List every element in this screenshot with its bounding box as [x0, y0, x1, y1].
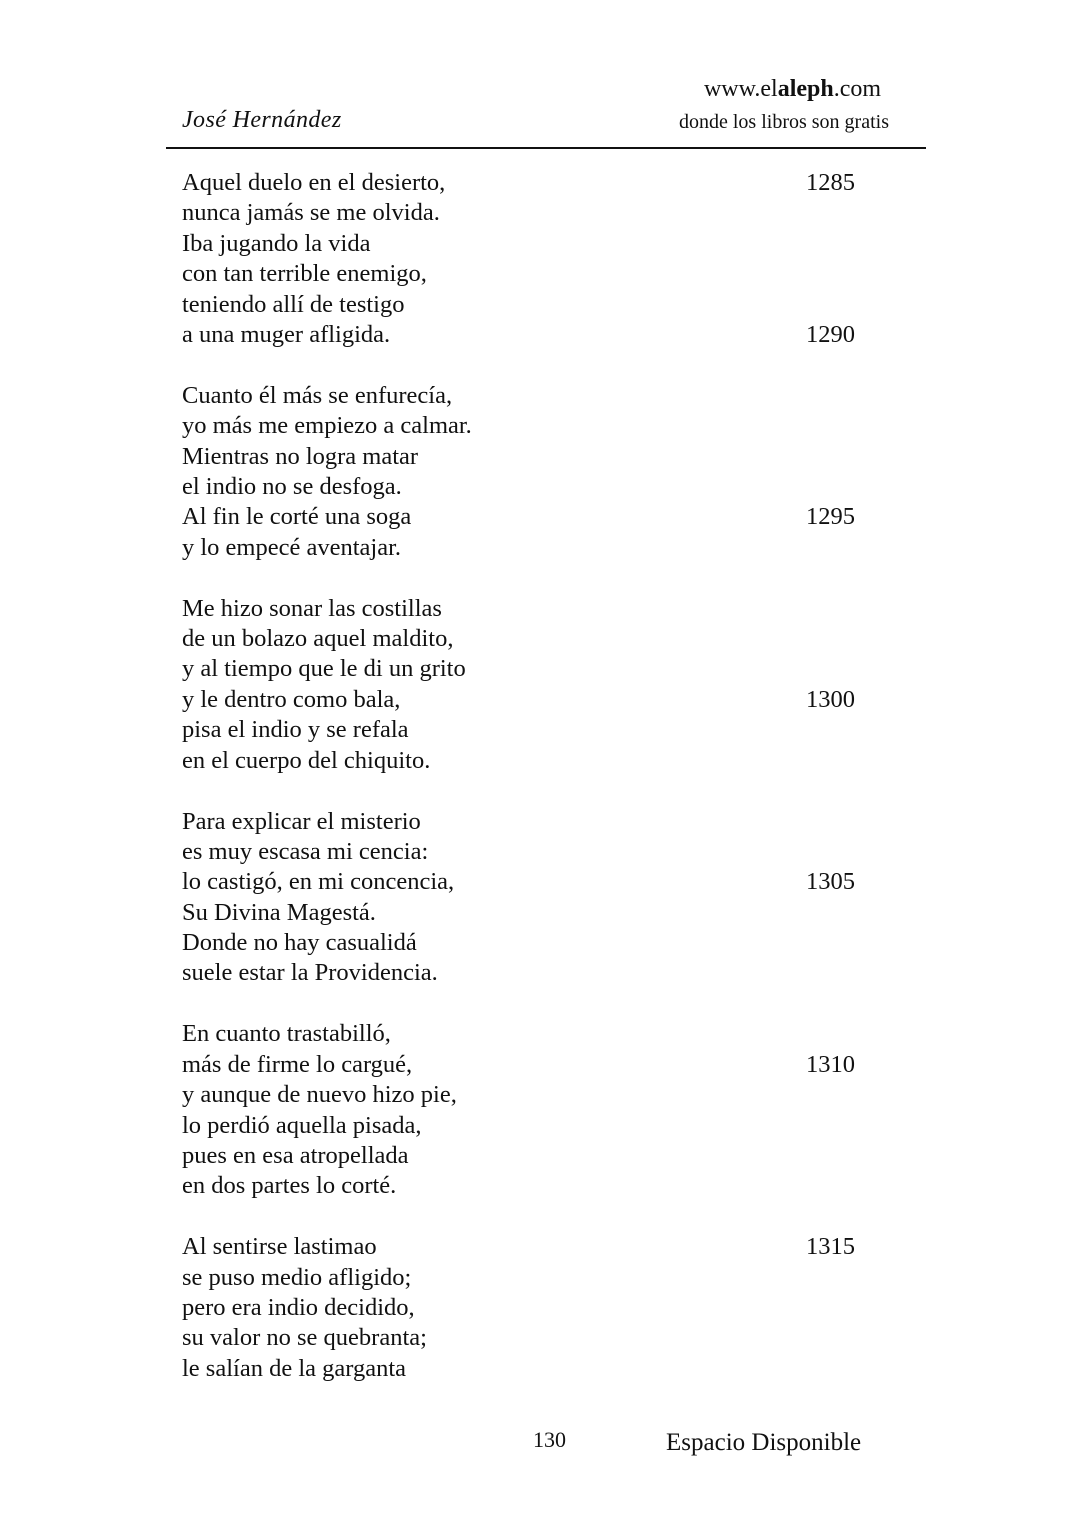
verse-line	[182, 928, 902, 958]
verse-text: de un bolazo aquel maldito,	[182, 625, 454, 653]
verse-text: y al tiempo que le di un grito	[182, 655, 466, 683]
verse-line	[182, 715, 902, 745]
verse-line	[182, 1080, 902, 1110]
verse-text: suele estar la Providencia.	[182, 959, 438, 987]
verse-text: Mientras no logra matar	[182, 442, 419, 470]
verse-line	[182, 1019, 902, 1049]
verse-line	[182, 1111, 902, 1141]
verse-text: yo más me empiezo a calmar.	[182, 412, 472, 440]
verse-line	[182, 654, 902, 684]
verse-text: con tan terrible enemigo,	[182, 260, 427, 288]
verse-text: pero era indio decidido,	[182, 1294, 415, 1321]
verse-text: lo perdió aquella pisada,	[182, 1111, 422, 1139]
line-number: 1315	[806, 1233, 855, 1261]
verse-line	[182, 1323, 902, 1353]
verse-line	[182, 594, 902, 624]
verse-text: pues en esa atropellada	[182, 1141, 409, 1169]
stanza	[182, 1232, 902, 1384]
site-tagline: donde los libros son gratis	[679, 111, 889, 133]
verse-line	[182, 837, 902, 867]
stanza	[182, 594, 902, 776]
verse-text: le salían de la garganta	[182, 1354, 407, 1382]
stanza	[182, 807, 902, 989]
header-divider	[166, 147, 926, 149]
verse-line	[182, 320, 902, 350]
verse-text: Donde no hay casualidá	[182, 929, 417, 957]
verse-text: Para explicar el misterio	[182, 807, 421, 835]
verse-line	[182, 1263, 902, 1293]
author-name: José Hernández	[182, 107, 342, 133]
verse-text: Aquel duelo en el desierto,	[182, 169, 446, 196]
verse-text: teniendo allí de testigo	[182, 290, 405, 318]
stanza	[182, 168, 902, 350]
verse-line	[182, 472, 902, 502]
line-number: 1285	[806, 169, 855, 196]
verse-line	[182, 898, 902, 928]
verse-line	[182, 1354, 902, 1384]
verse-line	[182, 533, 902, 563]
verse-text: en dos partes lo corté.	[182, 1172, 397, 1200]
stanza	[182, 1019, 902, 1201]
line-number: 1305	[806, 868, 855, 896]
page-number: 130	[533, 1427, 566, 1452]
verse-text: en el cuerpo del chiquito.	[182, 746, 431, 774]
verse-line	[182, 290, 902, 320]
verse-line	[182, 381, 902, 411]
verse-text: pisa el indio y se refala	[182, 716, 409, 744]
verse-text: Iba jugando la vida	[182, 229, 371, 257]
verse-line	[182, 411, 902, 441]
verse-text: y lo empecé aventajar.	[182, 533, 402, 561]
verse-text: lo castigó, en mi concencia,	[182, 868, 455, 896]
verse-text: es muy escasa mi cencia:	[182, 837, 429, 865]
verse-line	[182, 198, 902, 228]
verse-text: a una muger afligida.	[182, 320, 391, 348]
stanza	[182, 381, 902, 563]
verse-text: Al fin le corté una soga	[182, 503, 412, 531]
verse-line	[182, 746, 902, 776]
poem-body	[182, 168, 902, 1415]
verse-line	[182, 958, 902, 988]
verse-text: el indio no se desfoga.	[182, 473, 402, 501]
verse-text: y le dentro como bala,	[182, 685, 401, 713]
verse-text: y aunque de nuevo hizo pie,	[182, 1081, 457, 1109]
site-url-prefix: www.el	[703, 76, 778, 102]
verse-line	[182, 229, 902, 259]
verse-line	[182, 624, 902, 654]
verse-text: su valor no se quebranta;	[182, 1324, 427, 1352]
verse-line	[182, 867, 902, 897]
line-number: 1290	[806, 320, 855, 348]
line-number: 1295	[806, 503, 855, 531]
verse-line	[182, 807, 902, 837]
footer-note: Espacio Disponible	[666, 1429, 862, 1456]
verse-text: más de firme lo cargué,	[182, 1050, 413, 1078]
verse-text: Cuanto él más se enfurecía,	[182, 381, 453, 409]
verse-line	[182, 442, 902, 472]
line-number: 1300	[806, 685, 855, 713]
verse-text: Su Divina Magestá.	[182, 898, 376, 926]
line-number: 1310	[806, 1050, 855, 1078]
verse-line	[182, 1293, 902, 1323]
verse-line	[182, 1050, 902, 1080]
verse-text: Me hizo sonar las costillas	[182, 594, 442, 622]
verse-text: Al sentirse lastimao	[182, 1233, 377, 1261]
verse-line	[182, 1232, 902, 1262]
verse-line	[182, 168, 902, 198]
site-url-brand: aleph	[777, 76, 834, 102]
site-url	[670, 74, 915, 104]
verse-line	[182, 259, 902, 289]
verse-line	[182, 1141, 902, 1171]
verse-text: nunca jamás se me olvida.	[182, 199, 440, 227]
verse-text: se puso medio afligido;	[182, 1263, 412, 1291]
verse-line	[182, 1171, 902, 1201]
verse-line	[182, 685, 902, 715]
verse-text: En cuanto trastabilló,	[182, 1020, 391, 1048]
verse-line	[182, 502, 902, 532]
site-url-suffix: .com	[833, 76, 882, 102]
